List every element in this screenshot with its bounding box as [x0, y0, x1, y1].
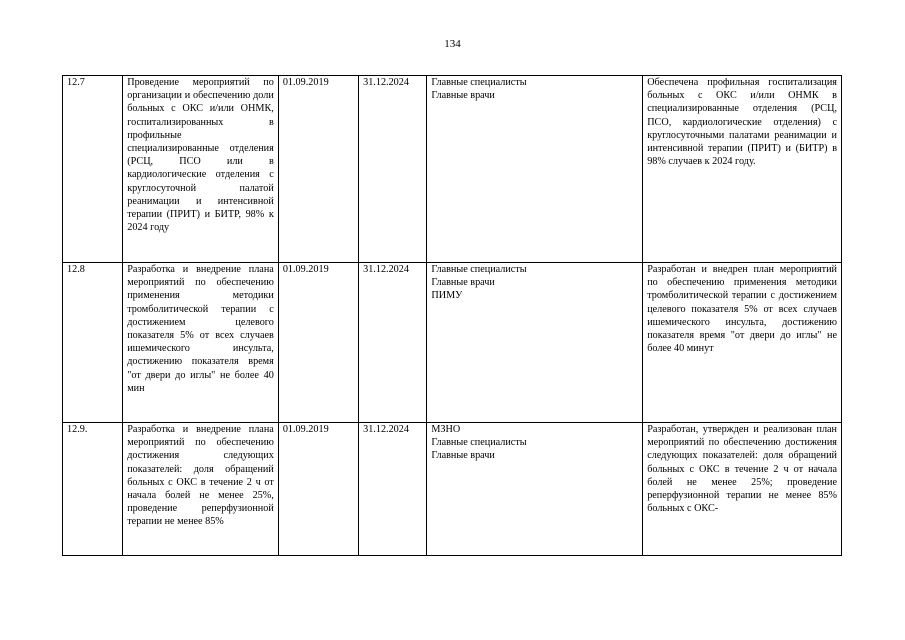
result-cell: Разработан и внедрен план мероприятий по обеспечению применения методики тромболитической терапии с достижением целевого показателя 5% от всех случаев ишемического инсульта, достижению показателя время "от двери до иглы" не более 40 минут: [643, 263, 842, 423]
page-number: 134: [444, 38, 461, 50]
row-number-cell: 12.8: [63, 263, 123, 423]
end-date-cell: 31.12.2024: [359, 263, 427, 423]
table-row: [63, 76, 842, 263]
responsible-line: ПИМУ: [431, 290, 463, 302]
start-date-cell: 01.09.2019: [278, 263, 358, 423]
start-date-cell: 01.09.2019: [278, 423, 358, 556]
action-plan-table: [62, 75, 842, 556]
action-cell: Разработка и внедрение плана мероприятий по обеспечению достижения следующих показателей: доля обращений больных с ОКС в течение 2 ч от начала болей не менее 25%, проведение реперфузионной терапии не менее 85%: [123, 423, 279, 556]
responsible-cell: [427, 423, 643, 556]
end-date-cell: 31.12.2024: [359, 76, 427, 263]
result-cell: Разработан, утвержден и реализован план мероприятий по обеспечению достижения следующих показателей: доля обращений больных с ОКС в течение 2 ч от начала болей не менее 25%; проведение реперфузионной терапии не менее 85% больных с ОКС-: [643, 423, 842, 556]
responsible-line: Главные врачи: [431, 450, 495, 462]
row-number-cell: 12.7: [63, 76, 123, 263]
action-cell: Проведение мероприятий по организации и обеспечению доли больных с ОКС и/или ОНМК, госпитализированных в профильные специализированные отделения (РСЦ, ПСО или в кардиологические отделения с круглосуточной палатой реанимации и интенсивной терапии (ПРИТ) и БИТР, 98% к 2024 году: [123, 76, 279, 263]
responsible-line: МЗНО: [431, 424, 461, 435]
start-date-cell: 01.09.2019: [278, 76, 358, 263]
responsible-line: Главные специалисты: [431, 77, 527, 88]
responsible-line: Главные врачи: [431, 90, 495, 102]
responsible-line: Главные специалисты: [431, 437, 527, 449]
action-cell: Разработка и внедрение плана мероприятий по обеспечению применения методики тромболитической терапии с достижением целевого показателя 5% от всех случаев ишемического инсульта, достижению показателя время "от двери до иглы" не более 40 мин: [123, 263, 279, 423]
responsible-line: Главные врачи: [431, 277, 495, 289]
table-row: [63, 423, 842, 556]
result-cell: Обеспечена профильная госпитализация больных с ОКС и/или ОНМК в специализированные отделения (РСЦ, ПСО, кардиологические отделения) с круглосуточными палатами реанимации и интенсивной терапии (ПРИТ) и (БИТР) в 98% случаев к 2024 году.: [643, 76, 842, 263]
responsible-cell: [427, 263, 643, 423]
responsible-cell: [427, 76, 643, 263]
table-row: [63, 263, 842, 423]
row-number-cell: 12.9.: [63, 423, 123, 556]
responsible-line: Главные специалисты: [431, 264, 527, 275]
end-date-cell: 31.12.2024: [359, 423, 427, 556]
